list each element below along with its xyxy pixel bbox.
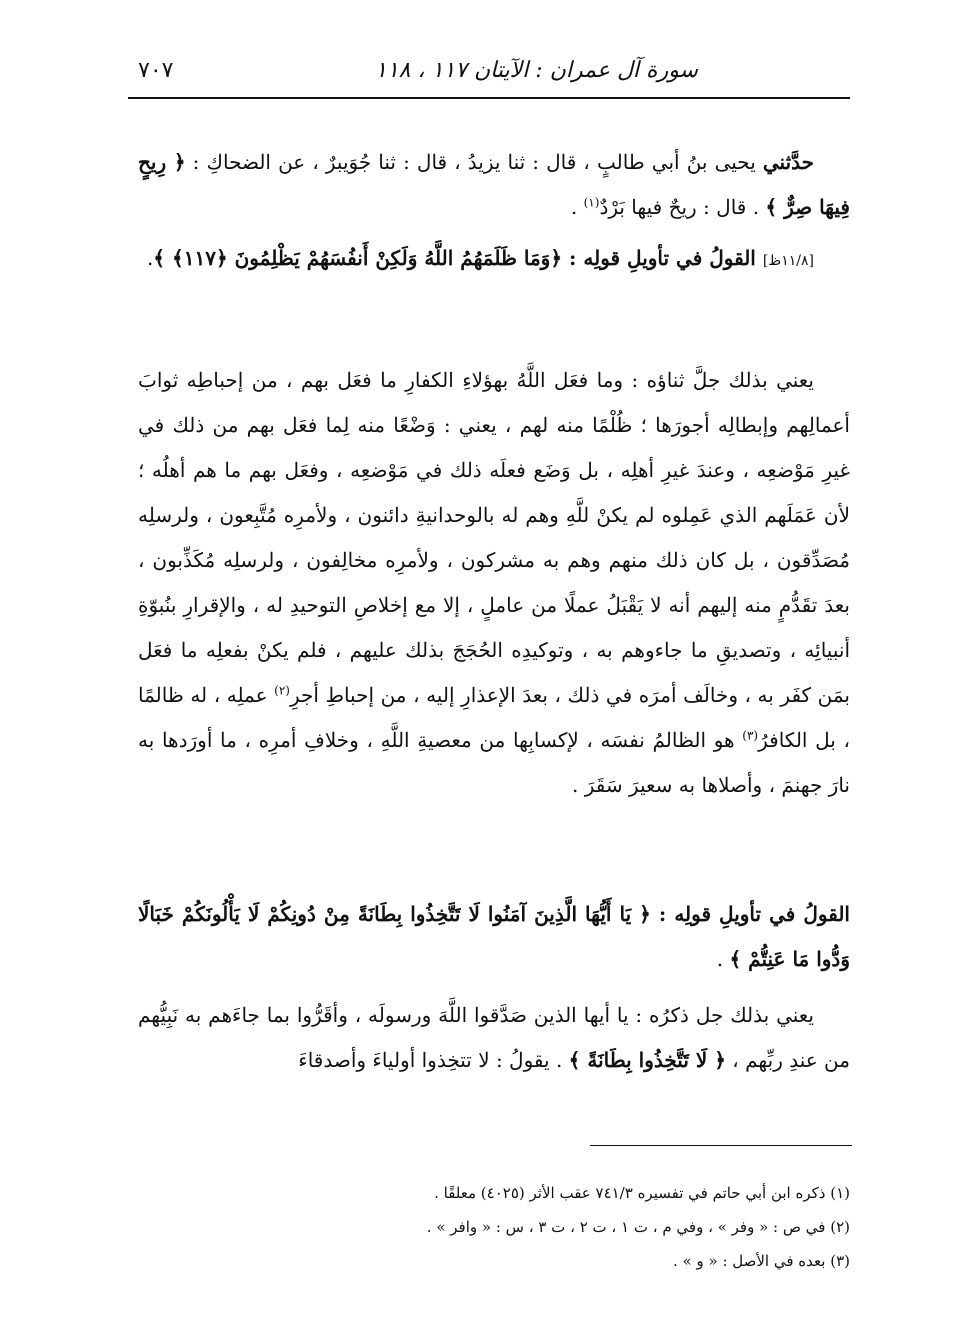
footnote-rule: [590, 1145, 852, 1146]
commentary-text: هو الظالمُ نفسَه ، لإكسابِها من معصيةِ اللَّهِ ، وخلافِ أمرِه ، ما أورَدها به نارَ جهنمَ ، وأصلاها به سعيرَ سَقَرَ .: [138, 728, 850, 797]
header-rule: [128, 97, 850, 99]
section-heading-118: [138, 892, 850, 982]
commentary-text: يعني بذلك جلَّ ثناؤه : وما فعَل اللَّهُ بهؤلاءِ الكفارِ ما فعَل بهم ، من إحباطِه ثوابَ أعمالِهم وإبطالِه أجورَها ؛ ظُلْمًا منه لهم ، يعني : وَضْعًا منه لِما فعَل بهم من ذلك في غيرِ مَوْضعِه ، وعندَ غيرِ أهلِه ، بل وَضَع فعلَه ذلك في مَوْضعِه ، وفعَل بهم ما هم أهلُه ؛ لأن عَمَلَهم الذي عَمِلوه لم يكنْ للَّهِ وهم له بالوحدانيةِ دائنون ، ولأمرِه مُتَّبِعون ، ولرسلِه مُصَدِّقون ، بل كان ذلك منهم وهم به مشركون ، ولأمرِه مخالِفون ، ولرسلِه مُكَذِّبون ، بعدَ تقَدُّمٍ منه إليهم أنه لا يَقْبَلُ عملًا من عاملٍ ، إلا مع إخلاصِ التوحيدِ له ، والإقرارِ بنُبوّةِ أنبيائِه ، وتصديقِ ما جاءوهم به ، وتوكيدِه الحُجَجَ بذلك عليهم ، فلم يكنْ بفعلِه ما فعَل بمَن كفَر به ، وخالَف أمرَه في ذلك ، بعدَ الإعذارِ إليه ، من إحباطِ أجرِ: [138, 368, 850, 707]
footnote-1: (١) ذكره ابن أبي حاتم في تفسيره ٧٤١/٣ عقب الأثر (٤٠٢٥) معلقًا .: [434, 1184, 850, 1202]
section-lead: القولُ في تأويلِ قولِه :: [562, 246, 763, 270]
manuscript-ref: [١١/٨ظ]: [762, 253, 814, 269]
hadith-chain: يحيى بنُ أبي طالبٍ ، قال : ثنا يزيدُ ، قال : ثنا جُوَيبرٌ ، عن الضحاكِ :: [192, 150, 763, 174]
paragraph-commentary: [138, 358, 850, 808]
commentary-text: يعني بذلك جل ذكرُه : يا أيها الذين صَدَّقوا اللَّهَ ورسولَه ، وأقَرُّوا بما جاءَهم به نَبِيُّهم من عندِ ربِّهم ،: [138, 1003, 850, 1072]
commentary-text: . يقولُ : لا تتخِذوا أولياءَ وأصدقاءَ: [298, 1048, 569, 1072]
section-heading-117: [138, 236, 850, 284]
paragraph-hadith: [138, 140, 850, 230]
commentary-text: عملِه ، له ظالمًا ، بل الكافرُ: [138, 683, 850, 752]
footnote-3: (٣) بعده في الأصل : « و » .: [673, 1252, 850, 1270]
hadith-lead: حدَّثني: [762, 150, 814, 174]
punctuation: .: [570, 195, 584, 219]
footnote-marker-2: (٢): [274, 683, 290, 698]
footnote-2: (٢) في ص : « وفر » ، وفي م ، ت ١ ، ت ٢ ، ت ٣ ، س : « وافر » .: [426, 1218, 850, 1236]
section-lead: القولُ في تأويلِ قولِه :: [650, 902, 850, 926]
footnotes: [138, 1176, 850, 1278]
punctuation: .: [716, 947, 730, 971]
quran-verse-117: ﴿وَمَا ظَلَمَهُمُ اللَّهُ وَلَكِنْ أَنفُسَهُمْ يَظْلِمُونَ ﴿١١٧﴾ ﴾: [153, 246, 563, 270]
punctuation: .: [146, 246, 154, 270]
header-title: سورة آل عمران : الآيتان ١١٧ ، ١١٨: [375, 58, 698, 83]
page-number: ٧٠٧: [138, 58, 174, 83]
hadith-text: . قال : ريحٌ فيها بَرْدٌ: [599, 195, 766, 219]
footnote-marker-1: (١): [583, 195, 600, 210]
quran-verse-118: ﴿ يَا أَيُّهَا الَّذِينَ آمَنُوا لَا تَتَّخِذُوا بِطَانَةً مِنْ دُونِكُمْ لَا يَأْلُونَكُمْ خَبَالًا وَدُّوا مَا عَنِتُّمْ ﴾: [138, 902, 850, 971]
paragraph-commentary-118: [138, 993, 850, 1083]
quran-quote: ﴿ لَا تَتَّخِذُوا بِطَانَةً ﴾: [568, 1048, 726, 1072]
footnote-marker-3: (٣): [742, 728, 759, 743]
quran-quote: ﴿ رِيحٍ فِيهَا صِرٌّ ﴾: [138, 150, 850, 219]
running-header: [128, 58, 848, 94]
